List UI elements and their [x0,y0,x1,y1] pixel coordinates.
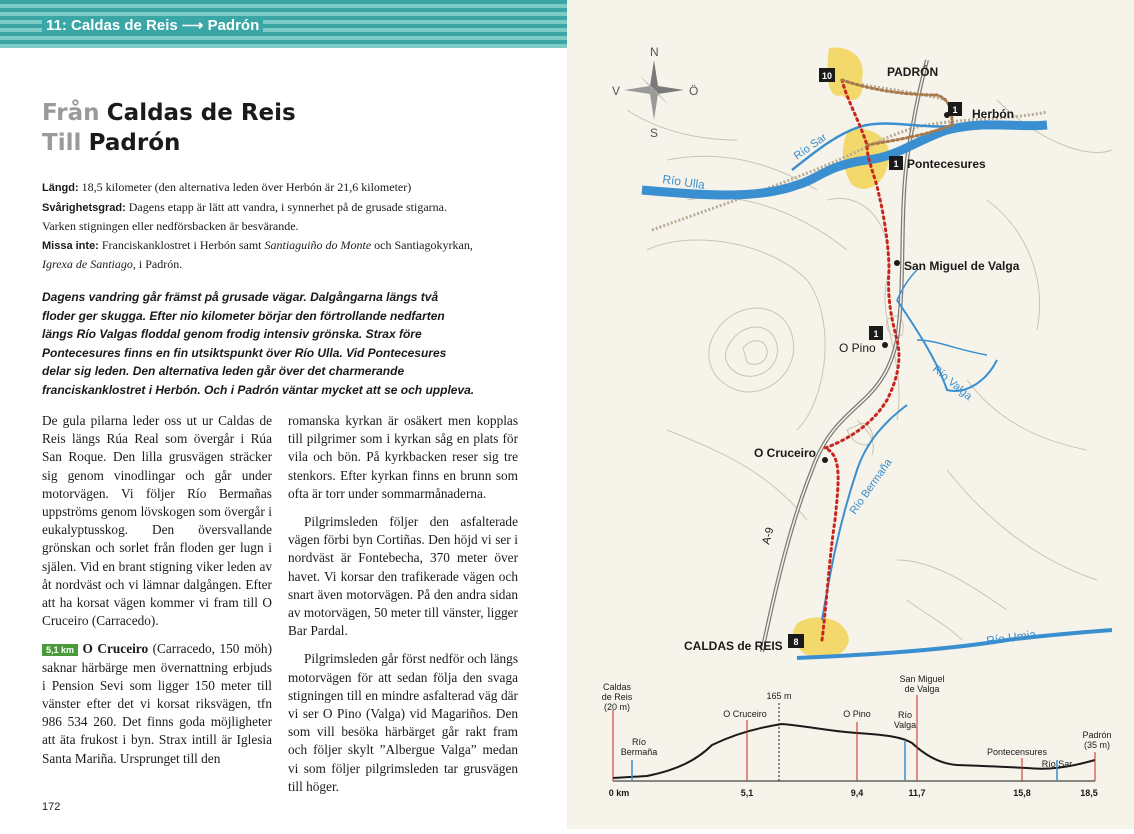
title-from: Från [42,100,100,126]
dontmiss-a: Franciskanklostret i Herbón samt [101,237,262,252]
compass-n: N [650,45,659,59]
label-padron: PADRÓN [887,65,939,79]
km-label: 0 km [608,788,630,798]
profile-label-bermana: Río [631,737,647,747]
label-san-miguel: San Miguel de Valga [904,259,1020,273]
km-label: 5,1 [740,788,754,798]
compass-s: S [650,126,659,140]
body-paragraph: romanska kyrkan är osäkert men kopplas till pilgrimer som i kyrkan såg en plats för vila och bön. På kyrkbacken reser sig tre stenkors. Efter kyrkan finns en brunn som ofta är torr under sommarmånaderna. [288,413,518,501]
profile-label-caldas: Caldas [602,682,632,692]
label-rio-umia: Río Umia [985,627,1037,648]
profile-label-pino: O Pino [843,709,871,719]
left-page [0,0,567,829]
label-rio-sar: Río Sar [791,131,830,163]
intro-line: delar sig leden. Den alternativa leden går över det charmerande [42,364,405,378]
km-axis-labels [609,788,1098,798]
intro-text [42,288,512,399]
hostel-badge-o-pino [869,326,883,340]
hostel-badge-padron [819,68,835,82]
title-start: Caldas de Reis [106,100,296,126]
compass-o: Ö [689,84,699,98]
profile-label-bermana: Bermaña [620,747,658,757]
page-number: 172 [42,801,61,813]
dontmiss-e: , i Padrón. [132,257,183,271]
intro-line: franciskanklostret i Herbón. Och i Padrón väntar mycket att se och uppleva. [42,382,475,397]
profile-label-caldas: (20 m) [603,702,631,712]
page-title [42,98,296,158]
hostel-badge-herbon [948,102,962,116]
body-paragraph-cruceiro [42,640,272,767]
dontmiss-b: Santiaguiño do Monte [264,237,372,252]
dontmiss-c: och Santiagokyrkan, [374,237,473,252]
profile-label-padron: Padrón [1082,730,1112,740]
length-label: Längd: [42,182,79,194]
km-label: 18,5 [1080,788,1098,798]
profile-label-san-miguel: de Valga [904,684,940,694]
stage-facts [42,178,512,274]
profile-label-caldas: de Reis [601,692,633,702]
label-rio-valga: Río Valga [930,363,975,403]
label-o-cruceiro: O Cruceiro [754,446,817,460]
km-label: 9,4 [850,788,864,798]
intro-line: Dagens vandring går främst på grusade vägar. Dalgångarna längs två [42,290,439,304]
title-end: Padrón [88,130,181,156]
river-labels [662,131,1038,648]
badge-text: 10 [821,71,833,81]
place-heading: O Cruceiro [82,641,149,657]
body-text: (Carracedo, 150 möh) saknar härbärge men övernattning erbjuds i Pension Sevi som ligger 150 meter till vänster efter det vi korsat riksvägen, tfn 986 534 260. Det finns goda möjligheter att äta frukost i byn. Strax intill är Iglesia Santa Mariña. Ursprunget till den [42,641,273,766]
profile-label-valga: Río [897,710,913,720]
hostel-badge-caldas [788,634,804,648]
length-text: 18,5 kilometer (den alternativa leden över Herbón är 21,6 kilometer) [81,180,412,194]
compass-rose-icon [612,45,698,140]
profile-label-valga: Valga [893,720,917,730]
badge-text: 1 [893,159,899,169]
label-o-pino: O Pino [839,341,876,355]
compass-v: V [612,84,621,98]
profile-label-padron: (35 m) [1083,740,1111,750]
badge-text: 1 [952,105,958,115]
label-herbon: Herbón [972,107,1014,121]
intro-line: längs Río Valgas floddal genom frodig intensiv grönska. Strax före [42,327,422,341]
body-paragraph: De gula pilarna leder oss ut ur Caldas de Reis längs Rúa Real som övergår i Rúa San Roque. Den lilla grusvägen sträcker sig genom vinodlingar och går under motorvägen. Vi följer Río Bermañas uppströms genom lövskogen som övergår i eukalyptusskog. Den översvallande grönskan och sorlet från floden ger lugn i själen. Vid en brant stigning viker leden av åt nordväst och vi lämnar dalgången. Efter att ha korsat vägen kommer vi fram till O Cruceiro (Carracedo). [42,413,272,629]
rivers [642,124,1112,658]
title-to: Till [42,130,82,156]
difficulty-text-2: Varken stigningen eller nedförsbacken är besvärande. [42,219,299,233]
label-rio-bermana: Río Bermaña [847,456,895,517]
body-column-1 [42,412,272,778]
body-paragraph: Pilgrimsleden går först nedför och längs motorvägen för att sedan följa den svaga stigningen till en mindre asfalterad väg där vi ser O Pino (Valga) vid Magariños. Den som vill besöka härbärget går rakt fram och följer skylt ”Albergue Valga” medan vi som följer pilgrimsleden tar grusvägen till höger. [288,651,518,794]
badge-text: 8 [793,637,799,647]
profile-label-san-miguel: San Miguel [899,674,945,684]
chapter-header-label: 11: Caldas de Reis ⟶ Padrón [42,16,263,34]
profile-label-cruceiro: O Cruceiro [723,709,767,719]
km-badge: 5,1 km [42,644,78,656]
right-page [567,0,1134,829]
hostel-badge-pontecesures [889,156,903,170]
badge-text: 1 [873,329,879,339]
km-label: 11,7 [908,788,926,798]
difficulty-text: Dagens etapp är lätt att vandra, i synnerhet på de grusade stigarna. [128,199,447,214]
body-column-2 [288,412,518,806]
difficulty-label: Svårighetsgrad: [42,201,126,214]
intro-line: floder ger skugga. Efter nio kilometer börjar den förtrollande nedfarten [42,308,445,323]
dontmiss-d: Igrexa de Santiago [42,257,133,271]
label-pontecesures: Pontecesures [907,157,986,171]
profile-label-rio-sar: Río Sar [1041,759,1073,769]
dontmiss-label: Missa inte: [42,239,99,252]
km-label: 15,8 [1013,788,1031,798]
elevation-profile [602,674,1112,798]
profile-label-peak: 165 m [766,691,792,701]
profile-label-pontecesures: Pontecensures [986,747,1048,757]
intro-line: Pontecesures finns en fin utsiktspunkt över Río Ulla. Vid Pontecesures [42,345,447,360]
route-map [567,0,1134,829]
body-paragraph: Pilgrimsleden följer den asfalterade vägen förbi byn Cortiñas. Den höjd vi ser i nordväst är Fontebecha, 370 meter över havet. Vi korsar den trafikerade vägen och snart även motorvägen. På den andra sidan av motorvägen, 50 meter till vänster, ligger Bar Pardal. [288,514,518,639]
label-caldas: CALDAS de REIS [684,639,783,653]
label-rio-ulla: Río Ulla [661,172,706,192]
label-a9: A-9 [760,526,777,546]
